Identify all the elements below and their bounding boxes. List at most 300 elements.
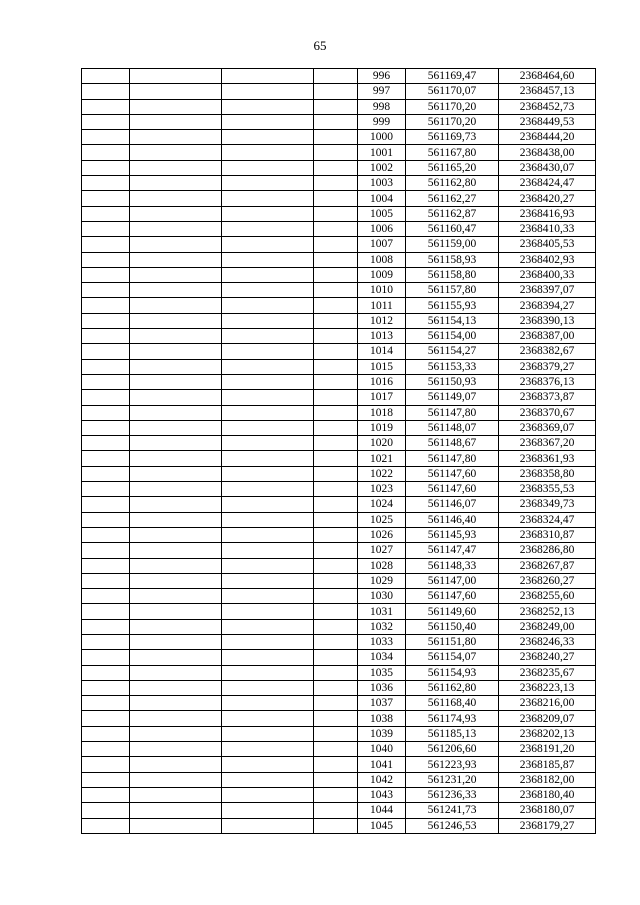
empty-cell: [314, 726, 358, 741]
empty-cell: [130, 466, 222, 481]
empty-cell: [314, 84, 358, 99]
x-coordinate-cell: 561147,60: [406, 466, 499, 481]
empty-cell: [130, 359, 222, 374]
table-row: [82, 84, 596, 99]
point-number-cell: 1030: [358, 589, 406, 604]
table-row: [82, 757, 596, 772]
empty-cell: [130, 558, 222, 573]
x-coordinate-cell: 561169,47: [406, 69, 499, 84]
empty-cell: [82, 818, 130, 833]
y-coordinate-cell: 2368430,07: [499, 160, 596, 175]
empty-cell: [314, 466, 358, 481]
empty-cell: [314, 176, 358, 191]
table-row: [82, 329, 596, 344]
empty-cell: [82, 803, 130, 818]
point-number-cell: 1032: [358, 619, 406, 634]
table-row: [82, 405, 596, 420]
y-coordinate-cell: 2368267,87: [499, 558, 596, 573]
point-number-cell: 1002: [358, 160, 406, 175]
x-coordinate-cell: 561241,73: [406, 803, 499, 818]
empty-cell: [222, 772, 314, 787]
table-row: [82, 634, 596, 649]
empty-cell: [130, 634, 222, 649]
table-row: [82, 619, 596, 634]
empty-cell: [82, 69, 130, 84]
empty-cell: [314, 267, 358, 282]
empty-cell: [314, 650, 358, 665]
table-row: [82, 451, 596, 466]
y-coordinate-cell: 2368410,33: [499, 221, 596, 236]
point-number-cell: 1006: [358, 221, 406, 236]
empty-cell: [82, 772, 130, 787]
point-number-cell: 1008: [358, 252, 406, 267]
y-coordinate-cell: 2368249,00: [499, 619, 596, 634]
point-number-cell: 1034: [358, 650, 406, 665]
table-row: [82, 359, 596, 374]
x-coordinate-cell: 561145,93: [406, 527, 499, 542]
point-number-cell: 1009: [358, 267, 406, 282]
x-coordinate-cell: 561168,40: [406, 696, 499, 711]
x-coordinate-cell: 561246,53: [406, 818, 499, 833]
table-row: [82, 604, 596, 619]
x-coordinate-cell: 561157,80: [406, 283, 499, 298]
y-coordinate-cell: 2368358,80: [499, 466, 596, 481]
y-coordinate-cell: 2368361,93: [499, 451, 596, 466]
x-coordinate-cell: 561169,73: [406, 130, 499, 145]
x-coordinate-cell: 561170,07: [406, 84, 499, 99]
empty-cell: [82, 420, 130, 435]
y-coordinate-cell: 2368185,87: [499, 757, 596, 772]
point-number-cell: 1013: [358, 329, 406, 344]
table-row: [82, 772, 596, 787]
empty-cell: [82, 650, 130, 665]
empty-cell: [130, 405, 222, 420]
empty-cell: [314, 665, 358, 680]
x-coordinate-cell: 561231,20: [406, 772, 499, 787]
empty-cell: [130, 160, 222, 175]
empty-cell: [82, 451, 130, 466]
x-coordinate-cell: 561154,07: [406, 650, 499, 665]
point-number-cell: 1025: [358, 512, 406, 527]
empty-cell: [82, 329, 130, 344]
empty-cell: [314, 283, 358, 298]
empty-cell: [130, 221, 222, 236]
empty-cell: [222, 787, 314, 802]
y-coordinate-cell: 2368255,60: [499, 589, 596, 604]
empty-cell: [130, 176, 222, 191]
empty-cell: [222, 283, 314, 298]
y-coordinate-cell: 2368376,13: [499, 374, 596, 389]
y-coordinate-cell: 2368370,67: [499, 405, 596, 420]
empty-cell: [130, 237, 222, 252]
y-coordinate-cell: 2368367,20: [499, 436, 596, 451]
empty-cell: [314, 221, 358, 236]
point-number-cell: 1043: [358, 787, 406, 802]
y-coordinate-cell: 2368260,27: [499, 573, 596, 588]
empty-cell: [82, 114, 130, 129]
y-coordinate-cell: 2368209,07: [499, 711, 596, 726]
y-coordinate-cell: 2368452,73: [499, 99, 596, 114]
x-coordinate-cell: 561147,47: [406, 543, 499, 558]
point-number-cell: 996: [358, 69, 406, 84]
point-number-cell: 998: [358, 99, 406, 114]
x-coordinate-cell: 561154,00: [406, 329, 499, 344]
table-row: [82, 344, 596, 359]
empty-cell: [130, 512, 222, 527]
table-row: [82, 742, 596, 757]
x-coordinate-cell: 561162,27: [406, 191, 499, 206]
x-coordinate-cell: 561146,40: [406, 512, 499, 527]
point-number-cell: 1016: [358, 374, 406, 389]
table-row: [82, 283, 596, 298]
y-coordinate-cell: 2368416,93: [499, 206, 596, 221]
table-row: [82, 390, 596, 405]
point-number-cell: 1010: [358, 283, 406, 298]
empty-cell: [314, 298, 358, 313]
empty-cell: [222, 680, 314, 695]
point-number-cell: 1003: [358, 176, 406, 191]
empty-cell: [222, 558, 314, 573]
empty-cell: [222, 726, 314, 741]
empty-cell: [222, 114, 314, 129]
empty-cell: [314, 742, 358, 757]
table-row: [82, 680, 596, 695]
empty-cell: [130, 619, 222, 634]
point-number-cell: 1042: [358, 772, 406, 787]
empty-cell: [82, 405, 130, 420]
table-row: [82, 130, 596, 145]
x-coordinate-cell: 561150,40: [406, 619, 499, 634]
point-number-cell: 1027: [358, 543, 406, 558]
x-coordinate-cell: 561154,13: [406, 313, 499, 328]
empty-cell: [222, 696, 314, 711]
x-coordinate-cell: 561154,93: [406, 665, 499, 680]
y-coordinate-cell: 2368424,47: [499, 176, 596, 191]
empty-cell: [222, 390, 314, 405]
empty-cell: [314, 543, 358, 558]
point-number-cell: 1000: [358, 130, 406, 145]
table-row: [82, 176, 596, 191]
empty-cell: [222, 298, 314, 313]
table-row: [82, 696, 596, 711]
empty-cell: [314, 390, 358, 405]
empty-cell: [82, 497, 130, 512]
point-number-cell: 1023: [358, 482, 406, 497]
x-coordinate-cell: 561150,93: [406, 374, 499, 389]
table-row: [82, 267, 596, 282]
empty-cell: [222, 650, 314, 665]
empty-cell: [82, 742, 130, 757]
empty-cell: [222, 313, 314, 328]
empty-cell: [130, 757, 222, 772]
y-coordinate-cell: 2368349,73: [499, 497, 596, 512]
empty-cell: [222, 84, 314, 99]
table-row: [82, 191, 596, 206]
empty-cell: [314, 374, 358, 389]
empty-cell: [130, 818, 222, 833]
empty-cell: [130, 742, 222, 757]
y-coordinate-cell: 2368286,80: [499, 543, 596, 558]
empty-cell: [82, 711, 130, 726]
empty-cell: [82, 252, 130, 267]
empty-cell: [82, 680, 130, 695]
empty-cell: [314, 680, 358, 695]
empty-cell: [130, 69, 222, 84]
table-row: [82, 558, 596, 573]
empty-cell: [314, 512, 358, 527]
y-coordinate-cell: 2368240,27: [499, 650, 596, 665]
x-coordinate-cell: 561162,80: [406, 176, 499, 191]
empty-cell: [82, 634, 130, 649]
point-number-cell: 1004: [358, 191, 406, 206]
table-row: [82, 482, 596, 497]
empty-cell: [222, 436, 314, 451]
empty-cell: [314, 191, 358, 206]
empty-cell: [314, 696, 358, 711]
y-coordinate-cell: 2368438,00: [499, 145, 596, 160]
y-coordinate-cell: 2368180,40: [499, 787, 596, 802]
x-coordinate-cell: 561147,00: [406, 573, 499, 588]
empty-cell: [82, 206, 130, 221]
point-number-cell: 1018: [358, 405, 406, 420]
empty-cell: [222, 405, 314, 420]
empty-cell: [222, 634, 314, 649]
point-number-cell: 1036: [358, 680, 406, 695]
empty-cell: [222, 374, 314, 389]
empty-cell: [130, 436, 222, 451]
empty-cell: [130, 573, 222, 588]
y-coordinate-cell: 2368379,27: [499, 359, 596, 374]
x-coordinate-cell: 561162,80: [406, 680, 499, 695]
table-row: [82, 221, 596, 236]
table-row: [82, 466, 596, 481]
empty-cell: [82, 696, 130, 711]
coordinates-table: [81, 68, 596, 834]
empty-cell: [130, 298, 222, 313]
y-coordinate-cell: 2368202,13: [499, 726, 596, 741]
empty-cell: [82, 283, 130, 298]
point-number-cell: 1005: [358, 206, 406, 221]
y-coordinate-cell: 2368216,00: [499, 696, 596, 711]
x-coordinate-cell: 561153,33: [406, 359, 499, 374]
y-coordinate-cell: 2368373,87: [499, 390, 596, 405]
empty-cell: [82, 267, 130, 282]
table-row: [82, 497, 596, 512]
empty-cell: [130, 589, 222, 604]
empty-cell: [314, 405, 358, 420]
x-coordinate-cell: 561147,80: [406, 451, 499, 466]
empty-cell: [130, 772, 222, 787]
x-coordinate-cell: 561167,80: [406, 145, 499, 160]
empty-cell: [82, 558, 130, 573]
y-coordinate-cell: 2368444,20: [499, 130, 596, 145]
point-number-cell: 1021: [358, 451, 406, 466]
empty-cell: [130, 84, 222, 99]
y-coordinate-cell: 2368394,27: [499, 298, 596, 313]
empty-cell: [82, 757, 130, 772]
empty-cell: [222, 221, 314, 236]
empty-cell: [130, 283, 222, 298]
empty-cell: [82, 359, 130, 374]
empty-cell: [222, 191, 314, 206]
empty-cell: [130, 711, 222, 726]
point-number-cell: 1037: [358, 696, 406, 711]
empty-cell: [82, 604, 130, 619]
y-coordinate-cell: 2368191,20: [499, 742, 596, 757]
empty-cell: [130, 145, 222, 160]
table-row: [82, 420, 596, 435]
empty-cell: [130, 344, 222, 359]
empty-cell: [130, 191, 222, 206]
empty-cell: [314, 114, 358, 129]
point-number-cell: 1045: [358, 818, 406, 833]
y-coordinate-cell: 2368387,00: [499, 329, 596, 344]
table-row: [82, 512, 596, 527]
empty-cell: [314, 313, 358, 328]
point-number-cell: 1014: [358, 344, 406, 359]
empty-cell: [222, 589, 314, 604]
point-number-cell: 1022: [358, 466, 406, 481]
x-coordinate-cell: 561149,60: [406, 604, 499, 619]
empty-cell: [222, 451, 314, 466]
empty-cell: [222, 359, 314, 374]
empty-cell: [130, 696, 222, 711]
empty-cell: [222, 145, 314, 160]
empty-cell: [82, 589, 130, 604]
empty-cell: [222, 757, 314, 772]
empty-cell: [314, 558, 358, 573]
empty-cell: [130, 650, 222, 665]
empty-cell: [314, 237, 358, 252]
empty-cell: [82, 436, 130, 451]
point-number-cell: 999: [358, 114, 406, 129]
x-coordinate-cell: 561170,20: [406, 99, 499, 114]
x-coordinate-cell: 561148,07: [406, 420, 499, 435]
empty-cell: [314, 589, 358, 604]
y-coordinate-cell: 2368252,13: [499, 604, 596, 619]
empty-cell: [82, 298, 130, 313]
empty-cell: [130, 420, 222, 435]
empty-cell: [130, 130, 222, 145]
empty-cell: [314, 252, 358, 267]
x-coordinate-cell: 561185,13: [406, 726, 499, 741]
empty-cell: [222, 543, 314, 558]
empty-cell: [130, 114, 222, 129]
y-coordinate-cell: 2368246,33: [499, 634, 596, 649]
x-coordinate-cell: 561223,93: [406, 757, 499, 772]
y-coordinate-cell: 2368397,07: [499, 283, 596, 298]
x-coordinate-cell: 561147,60: [406, 589, 499, 604]
empty-cell: [130, 252, 222, 267]
empty-cell: [314, 757, 358, 772]
table-row: [82, 114, 596, 129]
point-number-cell: 1033: [358, 634, 406, 649]
empty-cell: [314, 329, 358, 344]
table-row: [82, 206, 596, 221]
y-coordinate-cell: 2368457,13: [499, 84, 596, 99]
point-number-cell: 1012: [358, 313, 406, 328]
y-coordinate-cell: 2368324,47: [499, 512, 596, 527]
x-coordinate-cell: 561146,07: [406, 497, 499, 512]
empty-cell: [130, 497, 222, 512]
empty-cell: [222, 160, 314, 175]
table-row: [82, 803, 596, 818]
empty-cell: [222, 573, 314, 588]
table-row: [82, 543, 596, 558]
empty-cell: [314, 772, 358, 787]
empty-cell: [222, 512, 314, 527]
table-row: [82, 711, 596, 726]
empty-cell: [222, 176, 314, 191]
empty-cell: [82, 543, 130, 558]
empty-cell: [82, 726, 130, 741]
empty-cell: [82, 191, 130, 206]
empty-cell: [314, 527, 358, 542]
table-row: [82, 69, 596, 84]
empty-cell: [314, 359, 358, 374]
x-coordinate-cell: 561165,20: [406, 160, 499, 175]
empty-cell: [222, 344, 314, 359]
empty-cell: [222, 742, 314, 757]
x-coordinate-cell: 561151,80: [406, 634, 499, 649]
empty-cell: [130, 329, 222, 344]
y-coordinate-cell: 2368390,13: [499, 313, 596, 328]
empty-cell: [130, 726, 222, 741]
x-coordinate-cell: 561206,60: [406, 742, 499, 757]
x-coordinate-cell: 561147,80: [406, 405, 499, 420]
point-number-cell: 1026: [358, 527, 406, 542]
empty-cell: [314, 604, 358, 619]
table-row: [82, 589, 596, 604]
point-number-cell: 1024: [358, 497, 406, 512]
table-row: [82, 298, 596, 313]
empty-cell: [314, 619, 358, 634]
table-row: [82, 313, 596, 328]
table-row: [82, 436, 596, 451]
empty-cell: [82, 512, 130, 527]
x-coordinate-cell: 561162,87: [406, 206, 499, 221]
empty-cell: [130, 527, 222, 542]
point-number-cell: 1029: [358, 573, 406, 588]
empty-cell: [314, 787, 358, 802]
empty-cell: [222, 527, 314, 542]
y-coordinate-cell: 2368449,53: [499, 114, 596, 129]
empty-cell: [314, 818, 358, 833]
empty-cell: [82, 130, 130, 145]
table-row: [82, 145, 596, 160]
empty-cell: [130, 451, 222, 466]
point-number-cell: 1019: [358, 420, 406, 435]
table-row: [82, 650, 596, 665]
point-number-cell: 1007: [358, 237, 406, 252]
empty-cell: [314, 99, 358, 114]
table-row: [82, 573, 596, 588]
y-coordinate-cell: 2368235,67: [499, 665, 596, 680]
empty-cell: [222, 818, 314, 833]
empty-cell: [222, 329, 314, 344]
table-row: [82, 527, 596, 542]
x-coordinate-cell: 561174,93: [406, 711, 499, 726]
empty-cell: [222, 497, 314, 512]
empty-cell: [222, 130, 314, 145]
empty-cell: [130, 665, 222, 680]
empty-cell: [222, 99, 314, 114]
empty-cell: [82, 176, 130, 191]
empty-cell: [82, 99, 130, 114]
point-number-cell: 1020: [358, 436, 406, 451]
point-number-cell: 1001: [358, 145, 406, 160]
empty-cell: [314, 482, 358, 497]
